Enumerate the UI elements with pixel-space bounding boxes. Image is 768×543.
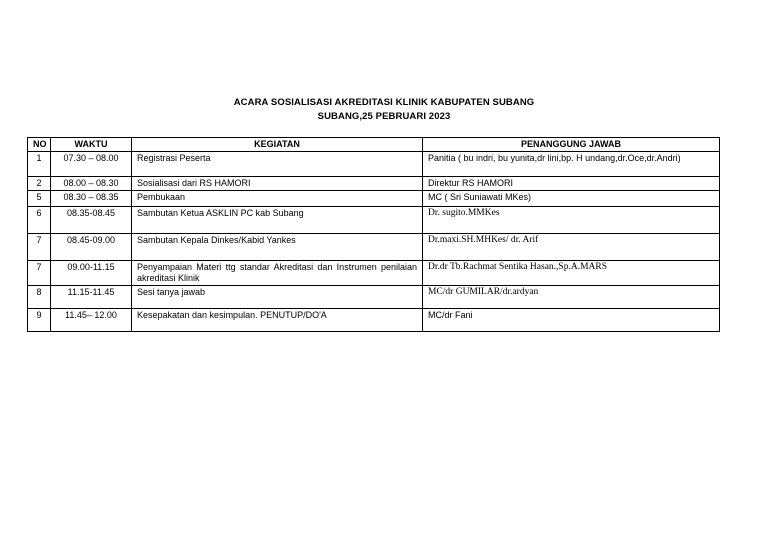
cell-time: 07.30 – 08.00 (51, 152, 132, 177)
cell-time: 09.00-11.15 (51, 261, 132, 286)
header-time: WAKTU (51, 138, 132, 152)
cell-no: 7 (28, 234, 51, 261)
table-row (28, 286, 720, 309)
cell-pic: Dr. sugito.MMKes (423, 207, 720, 234)
cell-no: 7 (28, 261, 51, 286)
header-no: NO (28, 138, 51, 152)
cell-pic: MC ( Sri Suniawati MKes) (423, 191, 720, 207)
table-row (28, 234, 720, 261)
document-title: ACARA SOSIALISASI AKREDITASI KLINIK KABUPATEN SUBANG (233, 97, 535, 108)
document-subtitle-date: SUBANG,25 PEBRUARI 2023 (317, 111, 451, 122)
table-row (28, 191, 720, 207)
cell-pic: Direktur RS HAMORI (423, 177, 720, 191)
table-row (28, 152, 720, 177)
table-header-row (28, 138, 720, 152)
header-activity: KEGIATAN (132, 138, 423, 152)
cell-pic: MC/dr Fani (423, 309, 720, 332)
cell-no: 1 (28, 152, 51, 177)
table-row (28, 177, 720, 191)
cell-activity: Sesi tanya jawab (132, 286, 423, 309)
header-pic: PENANGGUNG JAWAB (423, 138, 720, 152)
cell-time: 08.00 – 08.30 (51, 177, 132, 191)
cell-time: 11.15-11.45 (51, 286, 132, 309)
table-row (28, 261, 720, 286)
schedule-table (27, 137, 720, 332)
cell-activity: Kesepakatan dan kesimpulan. PENUTUP/DO'A (132, 309, 423, 332)
cell-no: 6 (28, 207, 51, 234)
cell-activity: Sambutan Kepala Dinkes/Kabid Yankes (132, 234, 423, 261)
cell-activity: Registrasi Peserta (132, 152, 423, 177)
cell-no: 8 (28, 286, 51, 309)
cell-activity: Pembukaan (132, 191, 423, 207)
cell-time: 08.45-09.00 (51, 234, 132, 261)
cell-pic: Panitia ( bu indri, bu yunita,dr lini,bp. H undang,dr.Oce,dr.Andri) (423, 152, 720, 177)
cell-time: 08.30 – 08.35 (51, 191, 132, 207)
cell-no: 2 (28, 177, 51, 191)
cell-no: 9 (28, 309, 51, 332)
cell-no: 5 (28, 191, 51, 207)
cell-activity: Sosialisasi dari RS HAMORI (132, 177, 423, 191)
cell-activity: Sambutan Ketua ASKLIN PC kab Subang (132, 207, 423, 234)
table-row (28, 309, 720, 332)
cell-time: 08.35-08.45 (51, 207, 132, 234)
cell-pic: Dr.maxi.SH.MHKes/ dr. Arif (423, 234, 720, 261)
cell-time: 11.45– 12.00 (51, 309, 132, 332)
cell-activity: Penyampaian Materi ttg standar Akreditasi dan Instrumen penilaian akreditasi Klinik (132, 261, 423, 286)
cell-pic: Dr.dr Tb.Rachmat Sentika Hasan.,Sp.A.MARS (423, 261, 720, 286)
table-row (28, 207, 720, 234)
cell-pic: MC/dr GUMILAR/dr.ardyan (423, 286, 720, 309)
